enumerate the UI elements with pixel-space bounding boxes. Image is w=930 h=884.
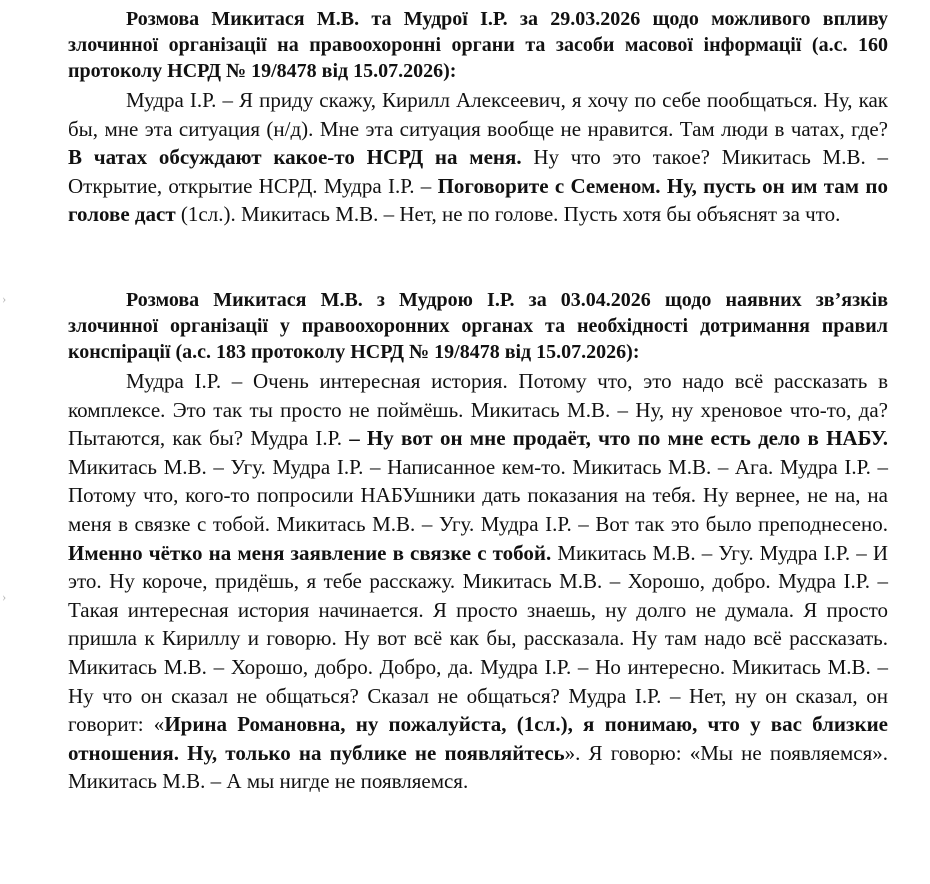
margin-mark: ›: [2, 291, 7, 306]
text-run: Микитась М.В. – Угу. Мудра І.Р. – И это. Ну короче, придёшь, я тебе расскажу. Микитась М.В. – Хорошо, добро. Мудра І.Р. – Такая интересная история начинается. Я просто знаешь, ну долго не думала. Я просто пришла к Кириллу и говорю. Ну вот всё как бы, рассказала. Ну там надо всё рассказать. Микитась М.В. – Хорошо, добро. Добро, да. Мудра І.Р. – Но интересно. Микитась М.В. – Ну что он сказал не общаться? Сказал не общаться? Мудра І.Р. – Нет, ну он сказал, он говорит: «: [68, 540, 888, 737]
text-run-bold: В чатах обсуждают какое-то НСРД на меня.: [68, 145, 522, 170]
section-heading: Розмова Микитася М.В. з Мудрою І.Р. за 03.04.2026 щодо наявних зв’язків злочинної організації у правоохоронних органах та необхідності дотримання правил конспірації (а.с. 183 протоколу НСРД № 19/8478 від 15.07.2026):: [68, 289, 888, 363]
text-run: Мудра І.Р. – Я приду скажу, Кирилл Алексеевич, я хочу по себе пообщаться. Ну, как бы, мне эта ситуация (н/д). Мне эта ситуация вообще не нравится. Там люди в чатах, где?: [68, 88, 888, 141]
text-run: (1сл.). Микитась М.В. – Нет, не по голове. Пусть хотя бы объяснят за что.: [175, 202, 841, 227]
transcript-section: [68, 6, 888, 229]
text-run: ». Я говорю: «Мы не появляемся». Микитась М.В. – А мы нигде не появляемся.: [68, 740, 888, 794]
text-run-bold: Поговорите с Семеном. Ну, пусть он им там по голове даст: [68, 173, 888, 227]
section-body: [68, 367, 888, 796]
section-heading: Розмова Микитася М.В. та Мудрої І.Р. за 29.03.2026 щодо можливого впливу злочинної організації на правоохоронні органи та засоби масової інформації (а.с. 160 протоколу НСРД № 19/8478 від 15.07.2026):: [68, 8, 888, 82]
text-run-bold: Ирина Романовна, ну пожалуйста, (1сл.), я понимаю, что у вас близкие отношения. Ну, только на публике не появляйтесь: [68, 712, 888, 765]
text-run-bold: – Ну вот он мне продаёт, что по мне есть дело в НАБУ.: [349, 426, 888, 451]
text-run-bold: Именно чётко на меня заявление в связке с тобой.: [68, 540, 552, 565]
margin-mark: ›: [2, 589, 7, 604]
transcript-section: [68, 287, 888, 796]
section-body: [68, 86, 888, 229]
text-run: Ну что это такое? Микитась М.В. – Открытие, открытие НСРД. Мудра І.Р. –: [68, 145, 888, 198]
text-run: Микитась М.В. – Угу. Мудра І.Р. – Написанное кем-то. Микитась М.В. – Ага. Мудра І.Р. – Потому что, кого-то попросили НАБУшники дать показания на тебя. Ну вернее, не на, на меня в связке с тобой. Микитась М.В. – Угу. Мудра І.Р. – Вот так это было преподнесено.: [68, 454, 888, 536]
text-run: Мудра І.Р. – Очень интересная история. Потому что, это надо всё рассказать в комплексе. Это так ты просто не поймёшь. Микитась М.В. – Ну, ну хреновое что-то, да? Пытаются, как бы? Мудра І.Р.: [68, 369, 888, 451]
